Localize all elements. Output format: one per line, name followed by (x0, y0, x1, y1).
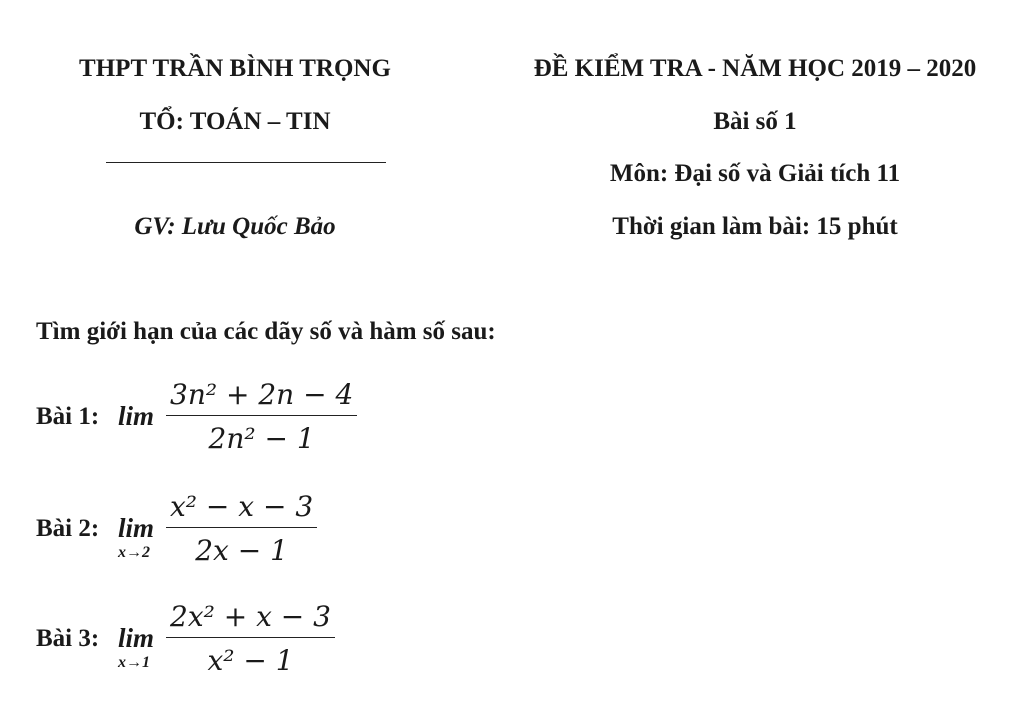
limit-operator: lim (118, 623, 155, 653)
problem-label: Bài 3: (36, 625, 100, 652)
exam-title: ĐỀ KIỂM TRA - NĂM HỌC 2019 – 2020 (533, 55, 977, 82)
numerator: x² − x − 3 (170, 490, 314, 523)
fraction-bar (166, 637, 335, 638)
numerator: 3n² + 2n − 4 (170, 378, 354, 411)
instruction-text: Tìm giới hạn của các dãy số và hàm số sau: (36, 318, 496, 345)
limit-subscript: x→2 (118, 544, 150, 561)
problem-3 (36, 600, 736, 700)
denominator: x² − 1 (207, 644, 294, 677)
denominator: 2n² − 1 (208, 422, 315, 455)
limit-operator: lim (118, 513, 155, 543)
teacher-name: GV: Lưu Quốc Bảo (134, 213, 336, 240)
fraction (166, 490, 317, 567)
school-name: THPT TRẦN BÌNH TRỌNG (79, 55, 391, 82)
limit-subscript: x→1 (118, 654, 150, 671)
problem-label: Bài 1: (36, 403, 100, 430)
denominator: 2x − 1 (195, 534, 288, 567)
department-name: TỔ: TOÁN – TIN (139, 108, 331, 135)
numerator: 2x² + x − 3 (170, 600, 331, 633)
fraction (166, 378, 357, 455)
exam-number: Bài số 1 (713, 108, 797, 135)
exam-duration: Thời gian làm bài: 15 phút (612, 213, 898, 240)
exam-subject: Môn: Đại số và Giải tích 11 (609, 160, 901, 187)
header-divider (106, 162, 386, 163)
problem-2 (36, 490, 736, 590)
fraction-bar (166, 415, 357, 416)
limit-operator: lim (118, 401, 155, 431)
problem-1 (36, 378, 736, 478)
fraction-bar (166, 527, 317, 528)
fraction (166, 600, 335, 677)
problem-label: Bài 2: (36, 515, 100, 542)
